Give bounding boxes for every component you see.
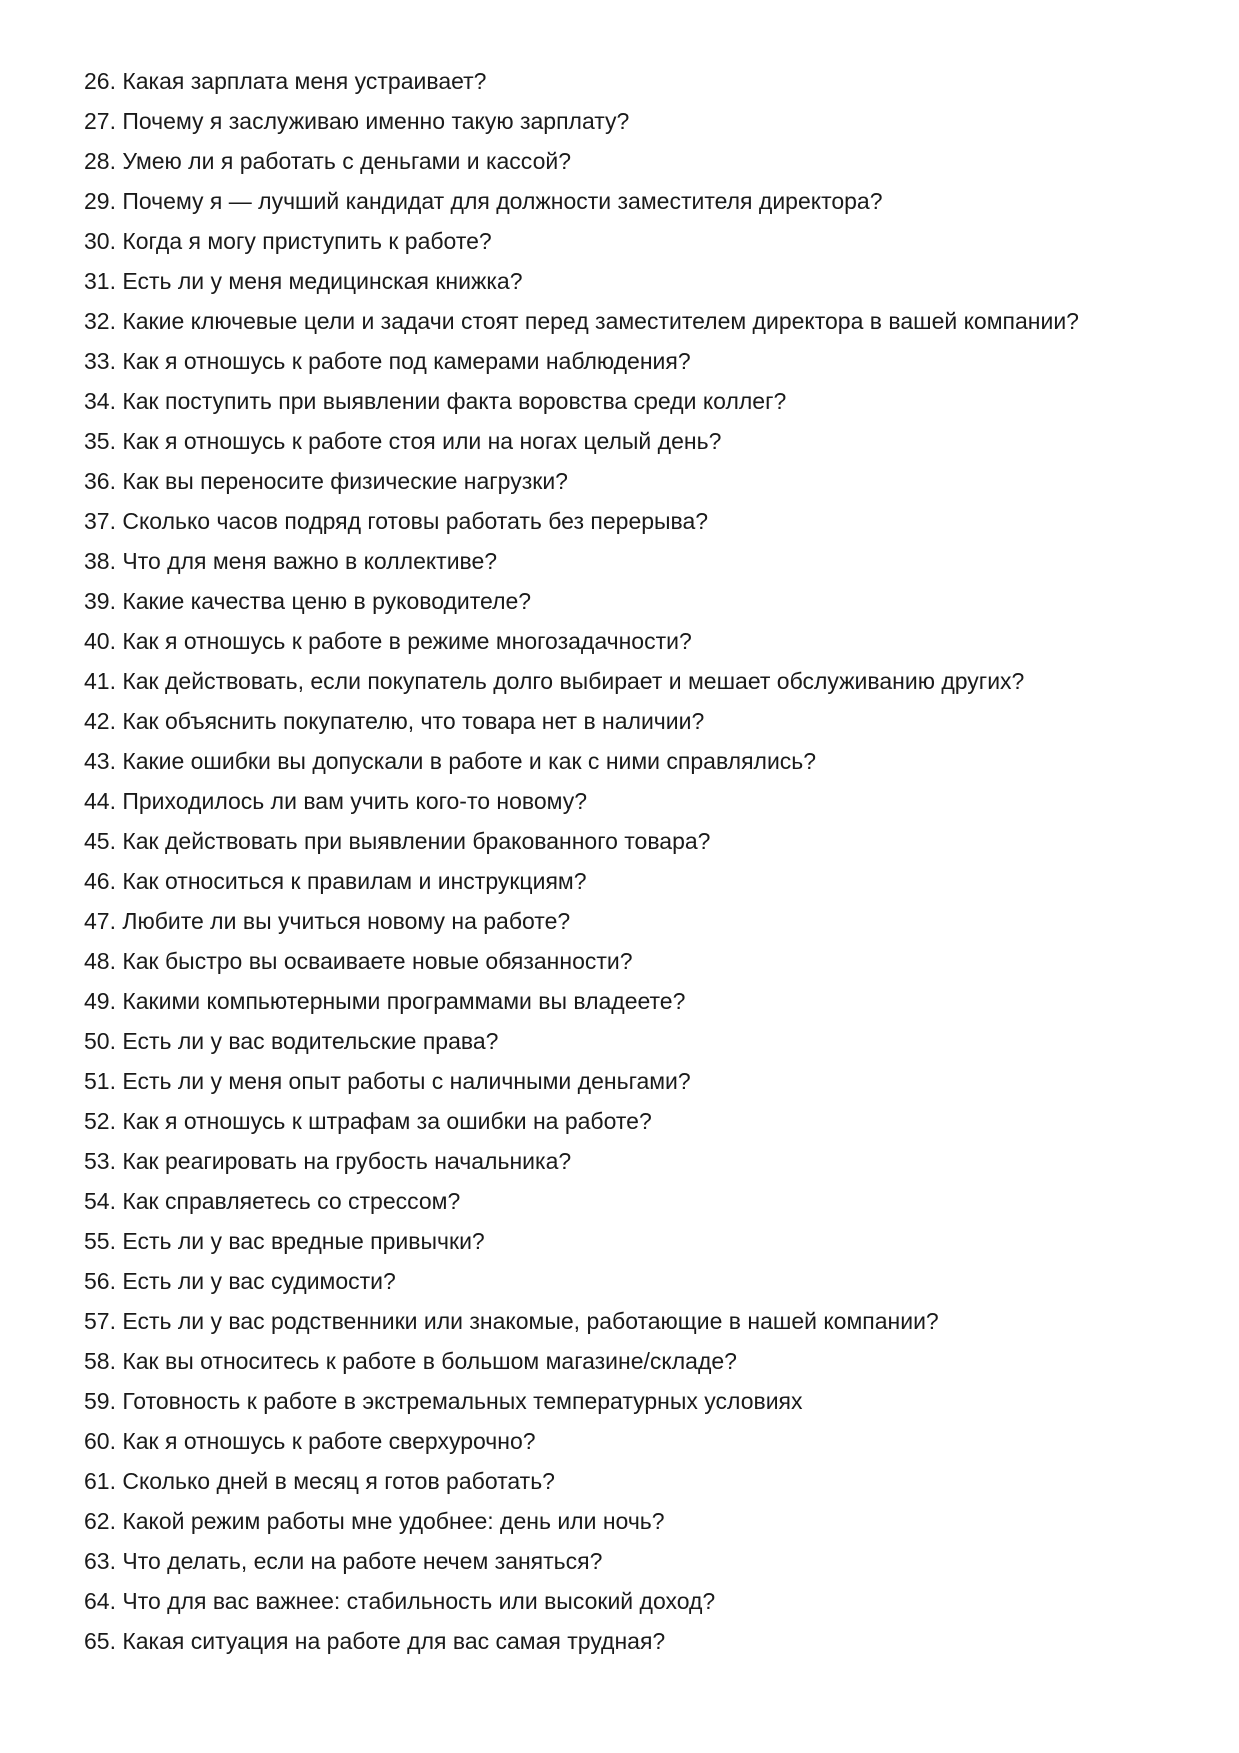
question-item: 51. Есть ли у меня опыт работы с наличными деньгами?	[84, 1068, 691, 1094]
question-item: 36. Как вы переносите физические нагрузки?	[84, 468, 568, 494]
question-item: 50. Есть ли у вас водительские права?	[84, 1028, 499, 1054]
question-item: 32. Какие ключевые цели и задачи стоят перед заместителем директора в вашей компании?	[84, 308, 1079, 334]
question-item: 41. Как действовать, если покупатель долго выбирает и мешает обслуживанию других?	[84, 668, 1025, 694]
question-item: 62. Какой режим работы мне удобнее: день или ночь?	[84, 1508, 665, 1534]
question-item: 56. Есть ли у вас судимости?	[84, 1268, 396, 1294]
question-item: 49. Какими компьютерными программами вы владеете?	[84, 988, 686, 1014]
question-item: 35. Как я отношусь к работе стоя или на ногах целый день?	[84, 428, 722, 454]
question-item: 48. Как быстро вы осваиваете новые обязанности?	[84, 948, 633, 974]
question-item: 42. Как объяснить покупателю, что товара нет в наличии?	[84, 708, 705, 734]
question-item: 47. Любите ли вы учиться новому на работе?	[84, 908, 571, 934]
question-item: 46. Как относиться к правилам и инструкциям?	[84, 868, 587, 894]
question-item: 57. Есть ли у вас родственники или знакомые, работающие в нашей компании?	[84, 1308, 939, 1334]
question-item: 29. Почему я — лучший кандидат для должности заместителя директора?	[84, 188, 883, 214]
question-item: 59. Готовность к работе в экстремальных температурных условиях	[84, 1388, 803, 1414]
question-item: 58. Как вы относитесь к работе в большом магазине/складе?	[84, 1348, 737, 1374]
question-item: 54. Как справляетесь со стрессом?	[84, 1188, 461, 1214]
question-list	[84, 61, 1204, 1661]
question-item: 61. Сколько дней в месяц я готов работать?	[84, 1468, 555, 1494]
question-item: 60. Как я отношусь к работе сверхурочно?	[84, 1428, 536, 1454]
question-item: 43. Какие ошибки вы допускали в работе и как с ними справлялись?	[84, 748, 817, 774]
question-item: 44. Приходилось ли вам учить кого-то новому?	[84, 788, 588, 814]
question-item: 30. Когда я могу приступить к работе?	[84, 228, 492, 254]
question-item: 33. Как я отношусь к работе под камерами наблюдения?	[84, 348, 691, 374]
question-item: 63. Что делать, если на работе нечем заняться?	[84, 1548, 603, 1574]
question-item: 55. Есть ли у вас вредные привычки?	[84, 1228, 485, 1254]
question-item: 45. Как действовать при выявлении бракованного товара?	[84, 828, 711, 854]
question-item: 31. Есть ли у меня медицинская книжка?	[84, 268, 523, 294]
question-item: 37. Сколько часов подряд готовы работать без перерыва?	[84, 508, 709, 534]
question-item: 28. Умею ли я работать с деньгами и кассой?	[84, 148, 571, 174]
question-item: 38. Что для меня важно в коллективе?	[84, 548, 498, 574]
question-item: 26. Какая зарплата меня устраивает?	[84, 68, 487, 94]
question-item: 40. Как я отношусь к работе в режиме многозадачности?	[84, 628, 692, 654]
question-item: 64. Что для вас важнее: стабильность или высокий доход?	[84, 1588, 716, 1614]
question-item: 27. Почему я заслуживаю именно такую зарплату?	[84, 108, 630, 134]
question-item: 39. Какие качества ценю в руководителе?	[84, 588, 532, 614]
question-item: 65. Какая ситуация на работе для вас самая трудная?	[84, 1628, 666, 1654]
question-item: 52. Как я отношусь к штрафам за ошибки на работе?	[84, 1108, 652, 1134]
question-item: 53. Как реагировать на грубость начальника?	[84, 1148, 572, 1174]
question-item: 34. Как поступить при выявлении факта воровства среди коллег?	[84, 388, 787, 414]
